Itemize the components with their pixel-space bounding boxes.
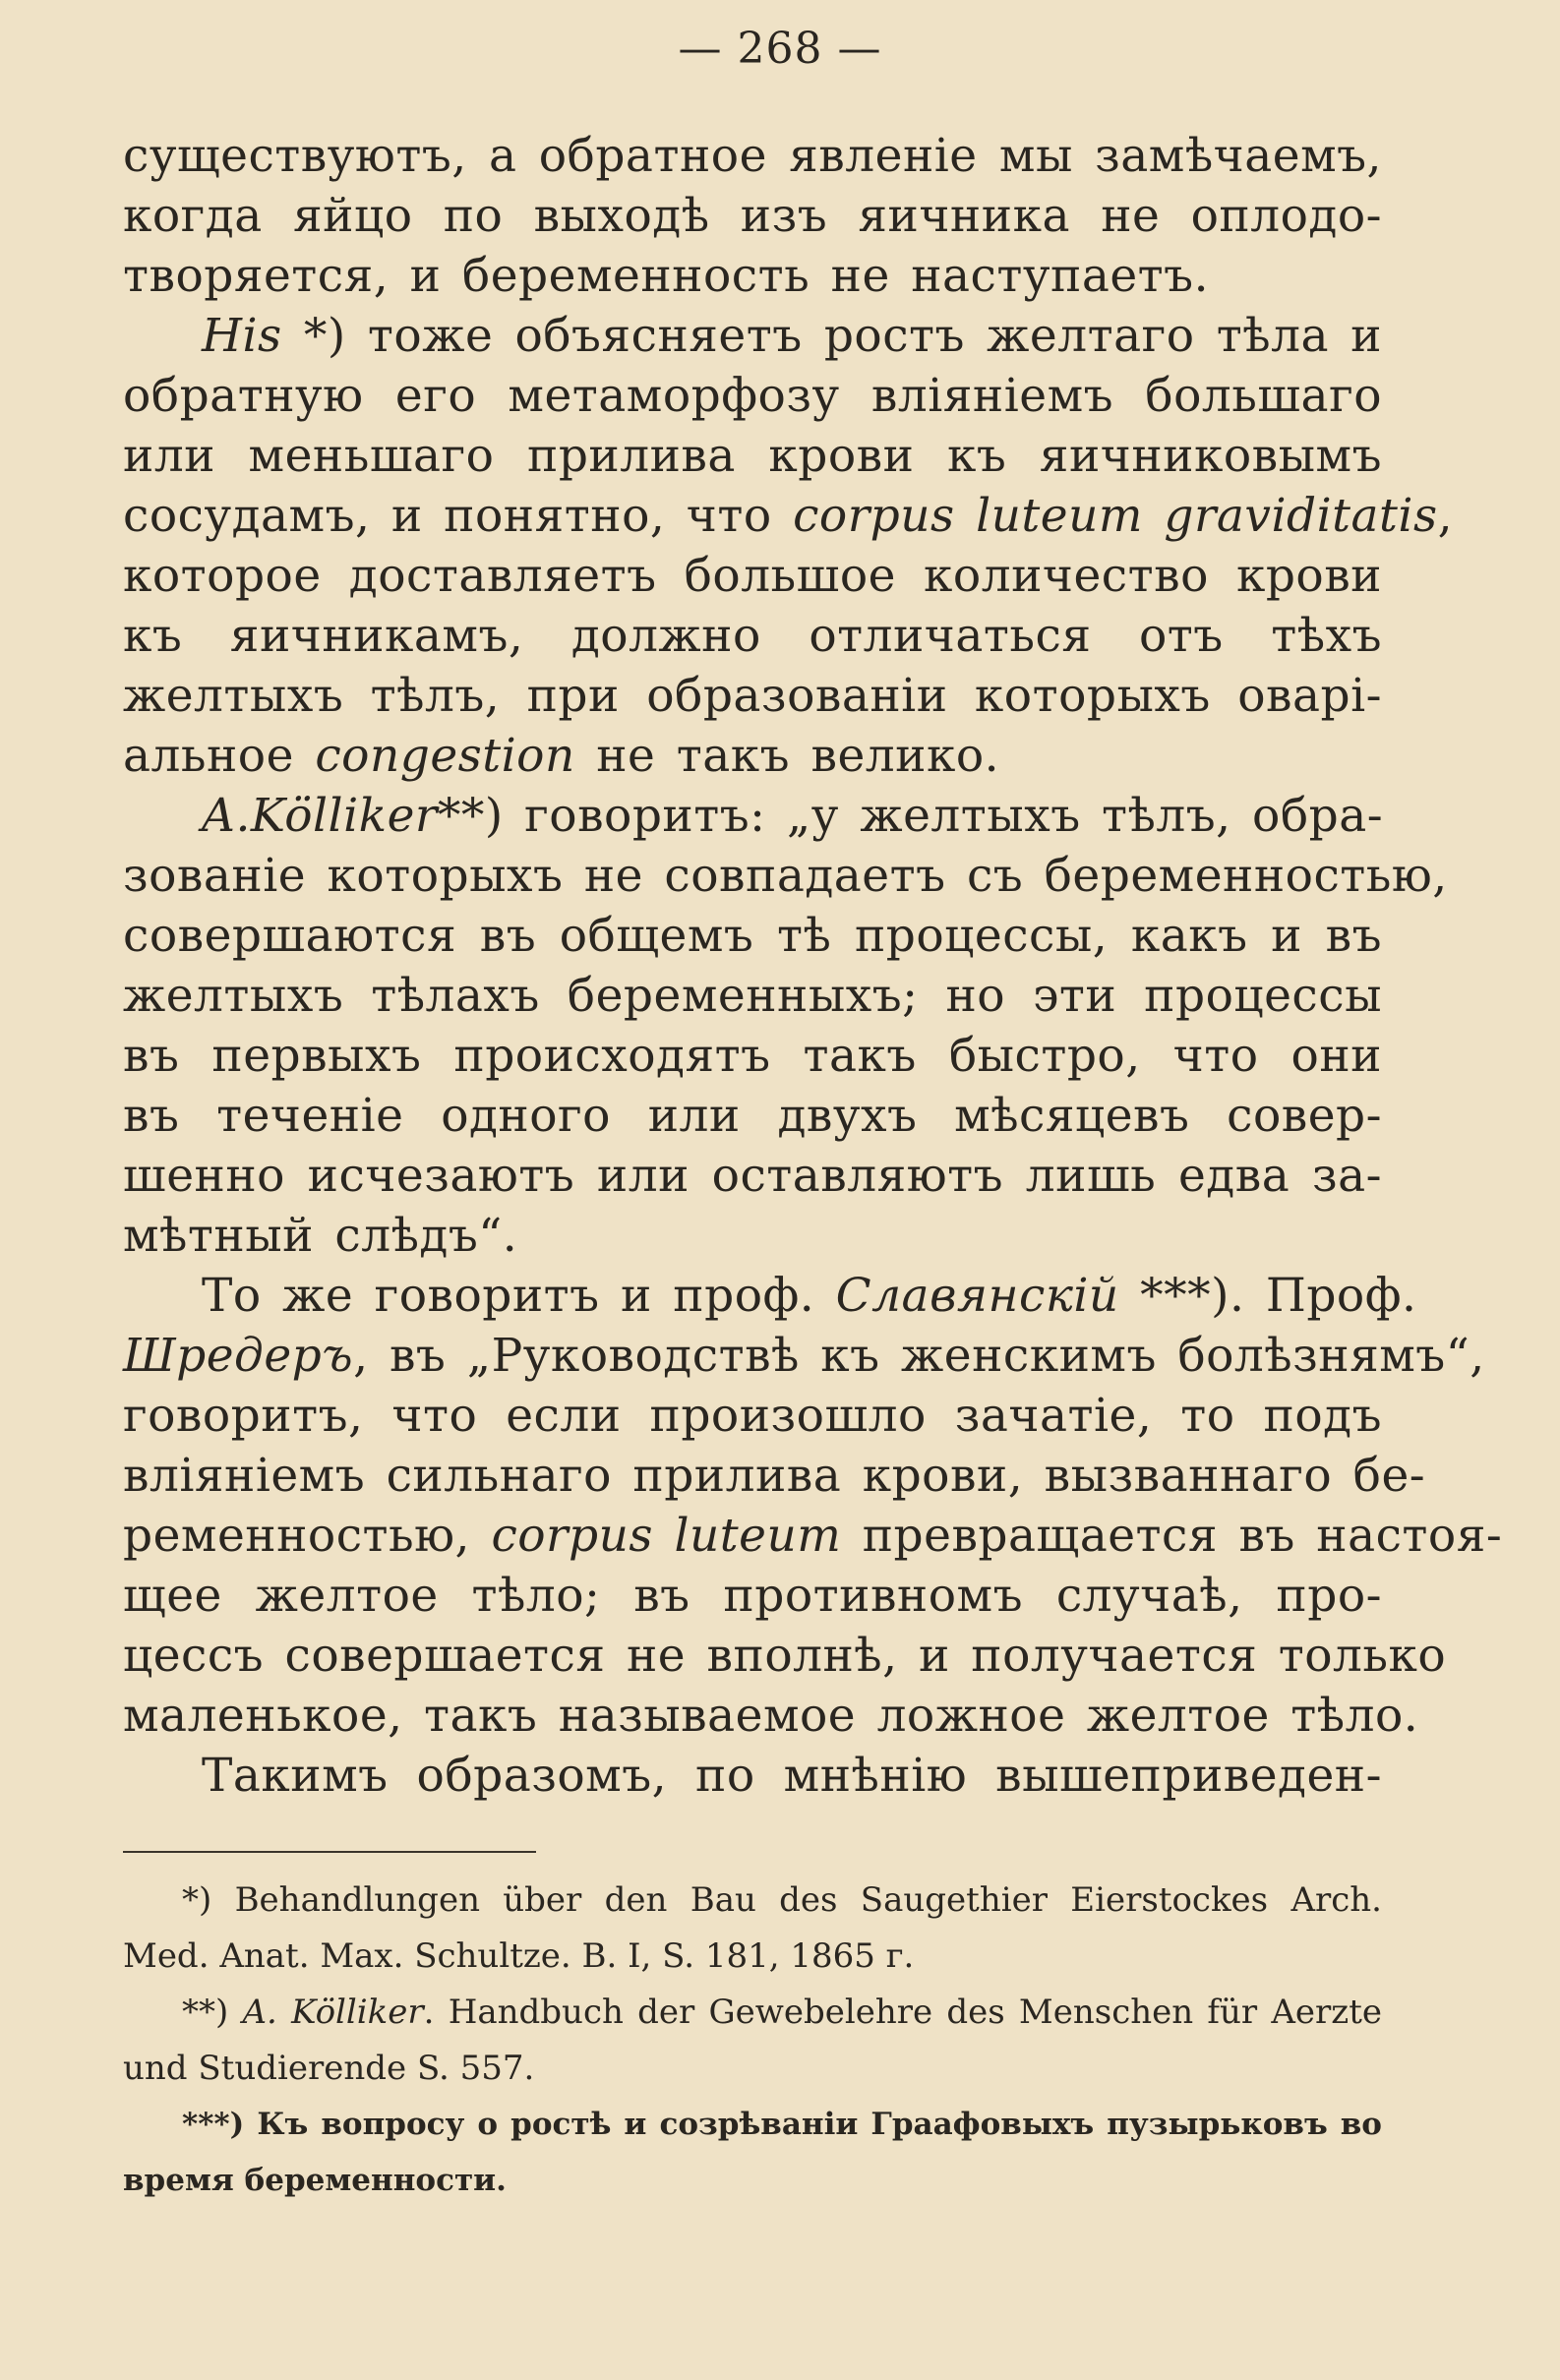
footnote-line (123, 1985, 1382, 2041)
italic-term: A.Kölliker (202, 789, 438, 843)
text-line (123, 1746, 1382, 1806)
text-run: , (1437, 489, 1454, 543)
main-text (123, 126, 1503, 1806)
footnote-divider (123, 1851, 536, 1853)
text-run: желтыхъ тѣлъ, при образованіи которыхъ оварі- (123, 669, 1382, 723)
text-line (123, 726, 1382, 786)
text-run: не такъ велико. (574, 729, 1000, 783)
italic-term: corpus luteum graviditatis (793, 489, 1438, 543)
text-run: *) тоже объясняетъ ростъ желтаго тѣла и (281, 309, 1382, 363)
text-run: маленькое, такъ называемое ложное желтое тѣло. (123, 1689, 1419, 1743)
text-run: мѣтный слѣдъ“. (123, 1209, 518, 1263)
text-run: вліяніемъ сильнаго прилива крови, вызваннаго бе- (123, 1449, 1426, 1503)
text-line (123, 486, 1454, 546)
text-run: шенно исчезаютъ или оставляютъ лишь едва за- (123, 1149, 1382, 1203)
text-run: Такимъ образомъ, по мнѣнію вышеприведен- (202, 1749, 1382, 1803)
footnote-line (123, 2041, 1382, 2097)
footnote-line (123, 2153, 1382, 2209)
text-run: щее желтое тѣло; въ противномъ случаѣ, про- (123, 1569, 1382, 1623)
text-line (123, 666, 1382, 726)
italic-term: Славянскій (835, 1269, 1119, 1323)
text-line (123, 246, 1382, 306)
text-run: ***). Проф. (1118, 1269, 1417, 1323)
text-line (123, 1686, 1419, 1746)
italic-term: A. Kölliker (242, 1993, 424, 2032)
text-run: желтыхъ тѣлахъ беременныхъ; но эти процессы (123, 969, 1382, 1023)
text-run: существуютъ, а обратное явленіе мы замѣчаемъ, (123, 129, 1382, 183)
text-run: къ яичникамъ, должно отличаться отъ тѣхъ (123, 609, 1382, 663)
text-run: *) Behandlungen über den Bau des Saugethier Eierstockes Arch. (182, 1880, 1382, 1920)
text-line (123, 366, 1382, 426)
footnotes (123, 1873, 1382, 2209)
italic-term: congestion (315, 729, 575, 783)
footnote-line (123, 2097, 1382, 2153)
text-run: совершаются въ общемъ тѣ процессы, какъ и въ (123, 909, 1382, 963)
text-line (123, 1386, 1382, 1446)
text-run: или меньшаго прилива крови къ яичниковымъ (123, 429, 1382, 483)
page-number: — 268 — (678, 24, 882, 74)
text-run: творяется, и беременность не наступаетъ. (123, 249, 1210, 303)
text-line (123, 1086, 1382, 1146)
text-line (123, 1206, 1382, 1266)
text-run: То же говоритъ и проф. (202, 1269, 836, 1323)
text-line (123, 966, 1382, 1026)
text-run: , въ „Руководствѣ къ женскимъ болѣзнямъ“, (353, 1329, 1485, 1383)
text-run: обратную его метаморфозу вліяніемъ большаго (123, 369, 1382, 423)
text-run: говоритъ, что если произошло зачатіе, то подъ (123, 1389, 1382, 1443)
text-line (123, 1566, 1382, 1626)
text-run: которое доставляетъ большое количество крови (123, 549, 1382, 603)
text-line (123, 906, 1382, 966)
text-run: und Studierende S. 557. (123, 2049, 535, 2088)
text-run: зованіе которыхъ не совпадаетъ съ беременностью, (123, 849, 1448, 903)
text-line (123, 306, 1382, 366)
footnote-line (123, 1929, 1382, 1985)
text-line (123, 846, 1448, 906)
text-line (123, 1146, 1382, 1206)
text-run: ременностью, (123, 1509, 492, 1563)
text-line (123, 1266, 1417, 1326)
italic-term: His (202, 309, 282, 363)
text-run: ***) Къ вопросу о ростѣ и созрѣваніи Граафовыхъ пузырьковъ во (182, 2107, 1382, 2142)
text-line (123, 1506, 1503, 1566)
text-run: превращается въ настоя- (841, 1509, 1503, 1563)
text-line (123, 1026, 1382, 1086)
text-line (123, 186, 1382, 246)
italic-term: Шредеръ (123, 1329, 354, 1383)
text-line (123, 1446, 1426, 1506)
text-run: въ теченіе одного или двухъ мѣсяцевъ совер- (123, 1089, 1382, 1143)
text-line (123, 1326, 1485, 1386)
text-line (123, 1626, 1447, 1686)
text-line (123, 126, 1382, 186)
text-run: цессъ совершается не вполнѣ, и получается только (123, 1629, 1447, 1683)
text-run: Med. Anat. Max. Schultze. B. I, S. 181, 1865 г. (123, 1936, 915, 1976)
text-run: въ первыхъ происходятъ такъ быстро, что они (123, 1029, 1382, 1083)
text-run: . Handbuch der Gewebelehre des Menschen für Aerzte (423, 1993, 1382, 2032)
text-line (123, 786, 1382, 846)
footnote-line (123, 1873, 1382, 1929)
text-line (123, 606, 1382, 666)
text-run: альное (123, 729, 316, 783)
text-run: **) говоритъ: „у желтыхъ тѣлъ, обра- (437, 789, 1384, 843)
text-run: сосудамъ, и понятно, что (123, 489, 794, 543)
italic-term: corpus luteum (491, 1509, 842, 1563)
text-run: время беременности. (123, 2163, 507, 2198)
text-run: когда яйцо по выходѣ изъ яичника не оплодо- (123, 189, 1382, 243)
text-run: **) (182, 1993, 243, 2032)
text-line (123, 426, 1382, 486)
text-line (123, 546, 1382, 606)
